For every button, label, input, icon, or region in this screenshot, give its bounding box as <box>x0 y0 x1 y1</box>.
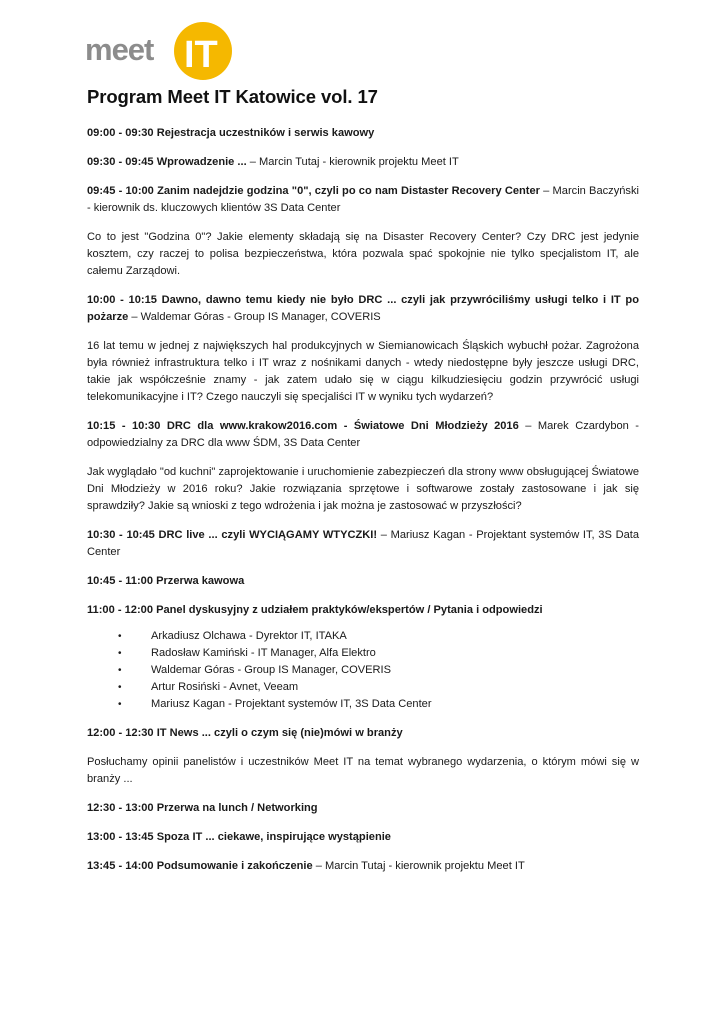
agenda-item <box>87 183 639 217</box>
agenda-item <box>87 573 639 590</box>
list-item <box>87 662 639 679</box>
panelist-name: Radosław Kamiński - IT Manager, Alfa Elektro <box>151 647 376 659</box>
agenda-speaker: – Waldemar Góras - Group IS Manager, COVERIS <box>128 311 381 323</box>
bullet: • <box>118 699 122 710</box>
agenda-description: Jak wyglądało "od kuchni" zaprojektowanie i uruchomienie zabezpieczeń dla strony www obsługującej Światowe Dni Młodzieży w 2016 roku? Jakie rozwiązania sprzętowe i softwarowe zostały zastosowane i jak się sprawdziły? Jakie są wnioski z tego wdrożenia i jak można je zastosować w przyszłości? <box>87 466 639 512</box>
page-title: Program Meet IT Katowice vol. 17 <box>87 86 378 107</box>
agenda-time: 10:15 - 10:30 DRC dla www.krakow2016.com - Światowe Dni Młodzieży 2016 <box>87 420 519 432</box>
agenda-item <box>87 858 639 875</box>
agenda-item <box>87 154 639 171</box>
agenda-item <box>87 829 639 846</box>
agenda-time: 09:30 - 09:45 Wprowadzenie ... <box>87 156 247 168</box>
panelist-name: Arkadiusz Olchawa - Dyrektor IT, ITAKA <box>151 630 347 642</box>
agenda-item <box>87 602 639 619</box>
logo-meet-text: meet <box>85 32 154 67</box>
panelist-name: Artur Rosiński - Avnet, Veeam <box>151 681 299 693</box>
bullet: • <box>118 648 122 659</box>
agenda-speaker: – Marek Czardybon - odpowiedzialny za DRC dla www ŚDM, 3S Data Center <box>87 420 640 449</box>
agenda-speaker: – Marcin Tutaj - kierownik projektu Meet IT <box>312 860 525 872</box>
agenda-time: 09:00 - 09:30 Rejestracja uczestników i serwis kawowy <box>87 127 375 139</box>
list-item <box>87 696 639 713</box>
agenda-time: 10:30 - 10:45 DRC live ... czyli WYCIĄGAMY WTYCZKI! <box>87 529 378 541</box>
panelist-name: Waldemar Góras - Group IS Manager, COVERIS <box>151 664 392 676</box>
program-content <box>87 125 639 887</box>
agenda-speaker: – Marcin Tutaj - kierownik projektu Meet IT <box>246 156 459 168</box>
bullet: • <box>118 682 122 693</box>
agenda-time: 13:45 - 14:00 Podsumowanie i zakończenie <box>87 860 313 872</box>
bullet: • <box>118 631 122 642</box>
agenda-item <box>87 800 639 817</box>
agenda-time: 13:00 - 13:45 Spoza IT ... ciekawe, inspirujące wystąpienie <box>87 831 391 843</box>
list-item <box>87 628 639 645</box>
agenda-time: 11:00 - 12:00 Panel dyskusyjny z udziałem praktyków/ekspertów / Pytania i odpowiedzi <box>87 604 543 616</box>
agenda-time: 09:45 - 10:00 Zanim nadejdzie godzina "0", czyli po co nam Distaster Recovery Center <box>87 185 540 197</box>
list-item <box>87 679 639 696</box>
agenda-time: 12:00 - 12:30 IT News ... czyli o czym się (nie)mówi w branży <box>87 727 403 739</box>
agenda-description: 16 lat temu w jednej z największych hal produkcyjnych w Siemianowicach Śląskich wybuchł pożar. Zagrożona była również infrastruktura telko i IT wraz z nośnikami danych - wtedy niedostępne były jeszcze usługi DRC, takie jak współcześnie znamy - jak zatem udało się w ciągu kilkudziesięciu godzin przywrócić usługi telekomunikacyjne i IT? Czego nauczyli się specjaliści IT w wyniku tych wydarzeń? <box>87 340 639 403</box>
agenda-time: 10:00 - 10:15 Dawno, dawno temu kiedy nie było DRC ... czyli jak przywróciliśmy usługi telko i IT po pożarze <box>87 294 639 323</box>
agenda-speaker: – Marcin Baczyński - kierownik ds. kluczowych klientów 3S Data Center <box>87 185 639 214</box>
agenda-item <box>87 292 639 326</box>
list-item <box>87 645 639 662</box>
agenda-description: Co to jest "Godzina 0"? Jakie elementy składają się na Disaster Recovery Center? Czy DRC jest jedynie kosztem, czy raczej to polisa bezpieczeństwa, która pozwala spać spokojnie nie tylko specjalistom IT, ale całemu Zarządowi. <box>87 231 639 277</box>
agenda-item <box>87 418 639 452</box>
agenda-speaker: – Mariusz Kagan - Projektant systemów IT, 3S Data Center <box>87 529 639 558</box>
bullet: • <box>118 665 122 676</box>
agenda-time: 10:45 - 11:00 Przerwa kawowa <box>87 575 245 587</box>
meet-it-logo <box>85 20 235 82</box>
agenda-item <box>87 125 639 142</box>
panelist-name: Mariusz Kagan - Projektant systemów IT, 3S Data Center <box>151 698 432 710</box>
agenda-time: 12:30 - 13:00 Przerwa na lunch / Networking <box>87 802 318 814</box>
agenda-item <box>87 527 639 561</box>
logo-it-text: IT <box>184 34 218 76</box>
panelist-list <box>87 628 639 713</box>
agenda-description: Posłuchamy opinii panelistów i uczestników Meet IT na temat wybranego wydarzenia, o którym mówi się w branży ... <box>87 756 639 785</box>
agenda-item <box>87 725 639 742</box>
